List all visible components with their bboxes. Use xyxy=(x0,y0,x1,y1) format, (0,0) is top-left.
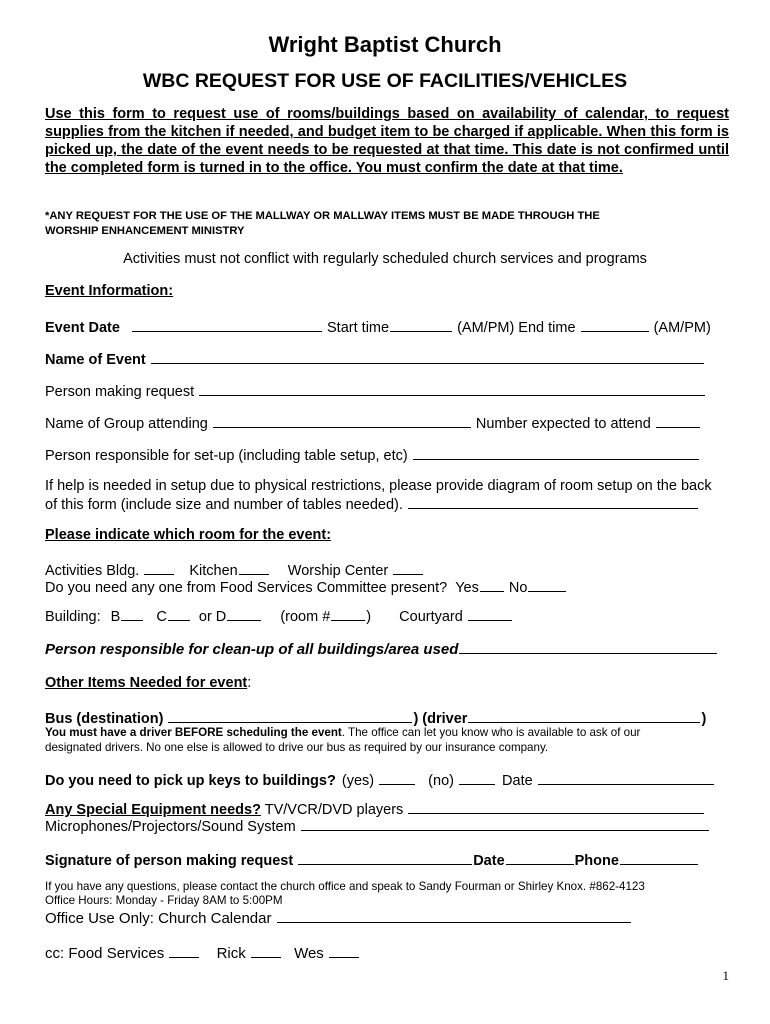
signature-phone-label: Phone xyxy=(574,853,619,869)
room-number-field[interactable] xyxy=(331,607,365,621)
building-row xyxy=(45,607,513,625)
driver-close: ) xyxy=(701,711,707,727)
keys-question: Do you need to pick up keys to buildings? xyxy=(45,773,336,789)
building-d-label: or D xyxy=(198,609,227,625)
help-line2: of this form (include size and number of tables needed). xyxy=(45,497,403,513)
event-name-label: Name of Event xyxy=(45,352,146,368)
equipment-tv-label: TV/VCR/DVD players xyxy=(264,802,404,818)
equipment-heading: Any Special Equipment needs? xyxy=(45,802,261,818)
office-use-label: Office Use Only: Church Calendar xyxy=(45,910,272,927)
building-b-label: B xyxy=(110,609,121,625)
cc-wes-field[interactable] xyxy=(329,944,359,958)
start-time-field[interactable] xyxy=(390,318,452,332)
room-heading: Please indicate which room for the event: xyxy=(45,527,332,543)
cleanup-label: Person responsible for clean-up of all buildings/area used xyxy=(45,641,459,658)
event-date-field[interactable] xyxy=(132,318,322,332)
room-number-label: (room # xyxy=(280,609,331,625)
cleanup-row xyxy=(45,640,718,658)
number-expected-field[interactable] xyxy=(656,414,700,428)
event-date-row xyxy=(45,318,711,336)
end-time-field[interactable] xyxy=(581,318,649,332)
keys-row xyxy=(45,771,715,789)
activities-bldg-field[interactable] xyxy=(144,561,174,575)
event-info-heading: Event Information: xyxy=(45,283,174,299)
keys-no-field[interactable] xyxy=(459,771,495,785)
office-hours: Office Hours: Monday - Friday 8AM to 5:00PM xyxy=(45,894,283,907)
help-field[interactable] xyxy=(408,495,698,509)
person-making-row xyxy=(45,382,706,400)
cleanup-field[interactable] xyxy=(459,640,717,654)
food-services-question: Do you need any one from Food Services Committee present? xyxy=(45,580,448,596)
keys-date-field[interactable] xyxy=(538,771,714,785)
mallway-note-line2: WORSHIP ENHANCEMENT MINISTRY xyxy=(45,225,245,237)
mallway-note-line1: *ANY REQUEST FOR THE USE OF THE MALLWAY OR MALLWAY ITEMS MUST BE MADE THROUGH THE xyxy=(45,210,600,222)
church-name: Wright Baptist Church xyxy=(268,32,502,57)
signature-date-label: Date xyxy=(473,853,505,869)
equipment-mics-label: Microphones/Projectors/Sound System xyxy=(45,819,296,835)
cc-wes-label: Wes xyxy=(294,945,324,962)
kitchen-label: Kitchen xyxy=(189,563,238,579)
food-no-field[interactable] xyxy=(528,578,566,592)
bus-destination-field[interactable] xyxy=(168,709,412,723)
driver-label: ) (driver xyxy=(413,711,468,727)
intro-paragraph: Use this form to request use of rooms/buildings based on availability of calendar, to request supplies from the kitchen if needed, and budget item to be charged if applicable. When this form is picked up, the date of the event needs to be requested at that time. This date is not confirmed until the completed form is turned in to the office. You must confirm the date at that time. xyxy=(45,106,729,176)
activities-note: Activities must not conflict with regularly scheduled church services and programs xyxy=(123,251,647,267)
courtyard-label: Courtyard xyxy=(399,609,463,625)
bus-note-rest: . The office can let you know who is available to ask of our xyxy=(341,726,641,739)
building-c-field[interactable] xyxy=(168,607,190,621)
keys-date-label: Date xyxy=(502,773,533,789)
courtyard-field[interactable] xyxy=(468,607,512,621)
signature-label: Signature of person making request xyxy=(45,853,294,869)
questions-note: If you have any questions, please contact the church office and speak to Sandy Fourman or Shirley Knox. #862-4123 xyxy=(45,880,645,893)
page-number: 1 xyxy=(722,968,729,983)
setup-label: Person responsible for set-up (including table setup, etc) xyxy=(45,448,408,464)
keys-no-label: (no) xyxy=(428,773,454,789)
help-line1: If help is needed in setup due to physical restrictions, please provide diagram of room setup on the back xyxy=(45,478,712,494)
other-heading-colon: : xyxy=(247,675,252,691)
office-use-row xyxy=(45,909,632,927)
setup-field[interactable] xyxy=(413,446,699,460)
start-time-label: Start time xyxy=(327,320,390,336)
worship-center-field[interactable] xyxy=(393,561,423,575)
help-row xyxy=(45,495,699,513)
group-field[interactable] xyxy=(213,414,471,428)
kitchen-field[interactable] xyxy=(239,561,269,575)
bus-note-line1 xyxy=(45,726,640,739)
bus-note-bold: You must have a driver BEFORE scheduling the event xyxy=(45,726,342,739)
group-label: Name of Group attending xyxy=(45,416,208,432)
church-calendar-field[interactable] xyxy=(277,909,631,923)
room-choice-row xyxy=(45,561,424,579)
form-title: WBC REQUEST FOR USE OF FACILITIES/VEHICLES xyxy=(142,70,628,92)
signature-row xyxy=(45,851,699,869)
other-heading-row xyxy=(45,675,251,691)
keys-yes-label: (yes) xyxy=(341,773,375,789)
cc-rick-field[interactable] xyxy=(251,944,281,958)
equipment-tv-field[interactable] xyxy=(408,800,704,814)
equipment-mics-field[interactable] xyxy=(301,817,709,831)
bus-label: Bus (destination) xyxy=(45,711,164,727)
food-yes-field[interactable] xyxy=(480,578,504,592)
number-expected-label: Number expected to attend xyxy=(475,416,651,432)
event-name-row xyxy=(45,350,705,368)
cc-food-services-field[interactable] xyxy=(169,944,199,958)
food-yes-label: Yes xyxy=(455,580,479,596)
cc-food-services-label: cc: Food Services xyxy=(45,945,165,962)
food-services-row xyxy=(45,578,567,596)
activities-bldg-label: Activities Bldg. xyxy=(45,563,140,579)
group-row xyxy=(45,414,701,432)
equipment-mics-row xyxy=(45,817,710,835)
bus-row xyxy=(45,709,706,727)
signature-phone-field[interactable] xyxy=(620,851,698,865)
end-time-label: (AM/PM) End time xyxy=(457,320,576,336)
cc-rick-label: Rick xyxy=(216,945,246,962)
other-heading: Other Items Needed for event xyxy=(45,675,248,691)
room-number-close: ) xyxy=(366,609,372,625)
worship-center-label: Worship Center xyxy=(287,563,389,579)
bus-note-line2: designated drivers. No one else is allowed to drive our bus as required by our insurance company. xyxy=(45,741,549,754)
building-d-field[interactable] xyxy=(227,607,261,621)
building-c-label: C xyxy=(156,609,167,625)
person-making-label: Person making request xyxy=(45,384,195,400)
building-label: Building: xyxy=(45,609,101,625)
event-name-field[interactable] xyxy=(151,350,704,364)
building-b-field[interactable] xyxy=(121,607,143,621)
end-ampm-label: (AM/PM) xyxy=(653,320,711,336)
person-making-field[interactable] xyxy=(199,382,705,396)
signature-date-field[interactable] xyxy=(506,851,574,865)
event-date-label: Event Date xyxy=(45,320,120,336)
equipment-row xyxy=(45,800,705,818)
keys-yes-field[interactable] xyxy=(379,771,415,785)
cc-row xyxy=(45,944,360,962)
setup-row xyxy=(45,446,700,464)
food-no-label: No xyxy=(508,580,528,596)
driver-field[interactable] xyxy=(468,709,700,723)
signature-field[interactable] xyxy=(298,851,472,865)
